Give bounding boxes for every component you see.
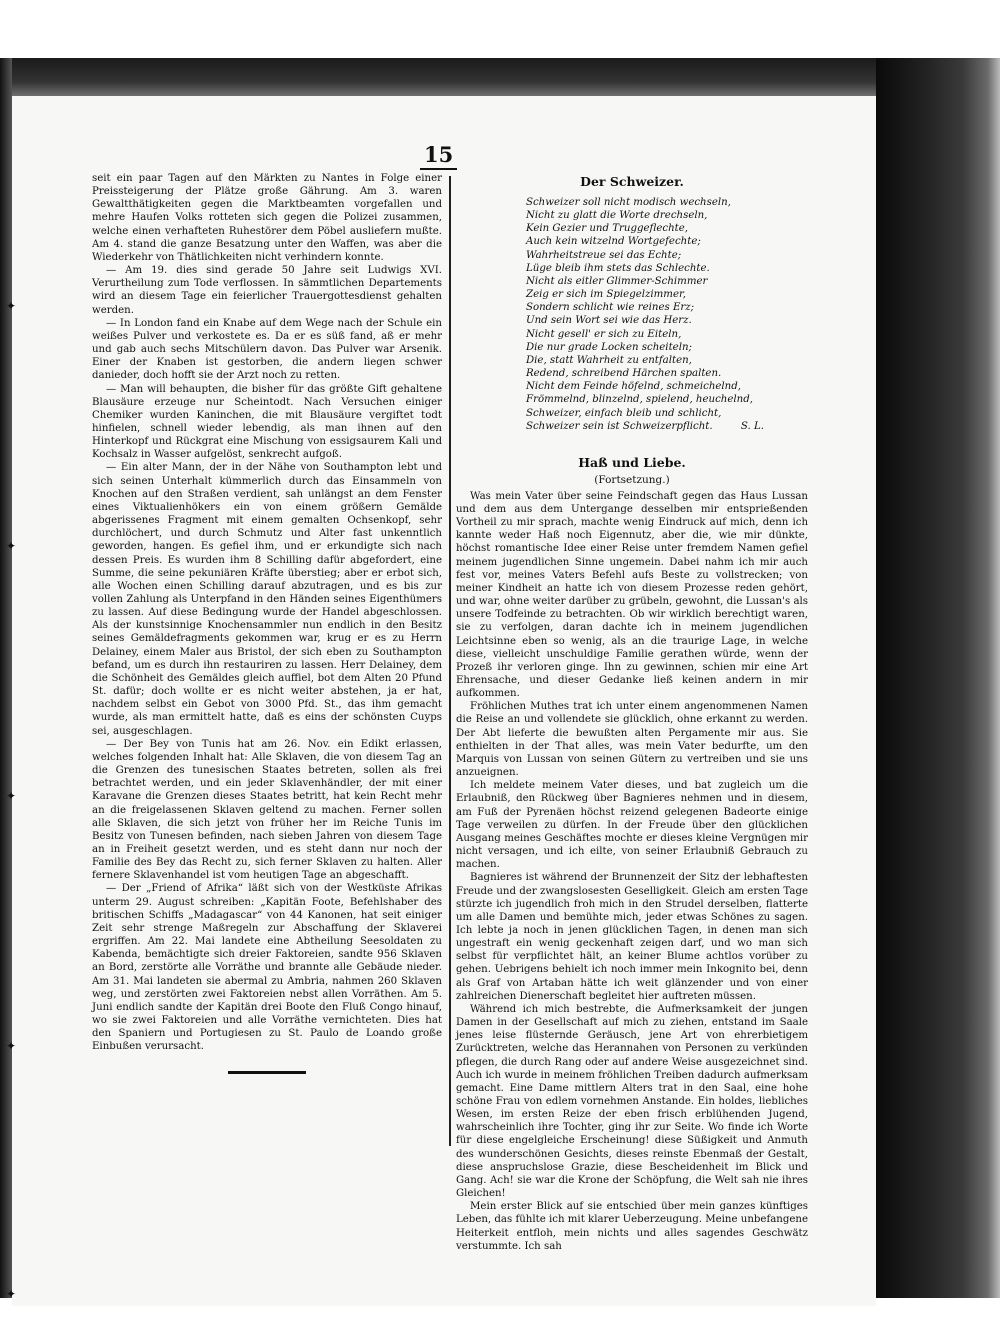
margin-mark: ✦ (6, 789, 17, 803)
poem-line: Nicht gesell' er sich zu Eiteln, (526, 328, 682, 340)
news-item: — In London fand ein Knabe auf dem Wege nach der Schule ein weißes Pulver und verkostete es. Da er es süß fand, aß er mehr und gab auch sechs Mitschülern davon. Das Pulver war Arsenik. Einer der Knaben ist gestorben, die andern liegen schwer danieder, doch hofft sie der Arzt noch zu retten. (92, 317, 442, 382)
story-paragraph: Ich meldete meinem Vater dieses, und bat zugleich um die Erlaubniß, den Rückweg über Bagnieres nehmen und in diesem, am Fuß der Pyrenäen höchst reizend gelegenen Badeorte einige Tage verweilen zu dürfen. In der Freude über den glücklichen Ausgang meines Geschäftes mochte er dieses kleine Vergnügen mir nicht versagen, und ich eilte, von seiner Erlaubniß Gebrauch zu machen. (456, 780, 808, 871)
poem-line: Lüge bleib ihm stets das Schlechte. (526, 262, 710, 274)
margin-mark: ✦ (6, 539, 17, 553)
story-paragraph: Während ich mich bestrebte, die Aufmerksamkeit der jungen Damen in der Gesellschaft auf mich zu ziehen, entstand im Saale jenes leise flüsternde Geräusch, jene Art von ehrerbietigem Zurücktreten, welche das Herannahen von Personen zu verkünden pflegen, die durch Rang oder auf andere Weise ausgezeichnet sind. Auch ich wurde in meinem fröhlichen Treiben dadurch aufmerksam gemacht. Eine Dame mittlern Alters trat in den Saal, eine hohe schöne Frau von edlem vornehmen Anstande. Ein holdes, liebliches Wesen, im ersten Reize der eben frisch erblühenden Jugend, wahrscheinlich ihre Tochter, ging ihr zur Seite. Wo finde ich Worte für diese engelgleiche Erscheinung! diese Süßigkeit und Anmuth des wunderschönen Gesichts, dieses reinste Ebenmaß der Gestalt, diese anspruchslose Grazie, diese Bescheidenheit im Blick und Gang. Ach! sie war die Krone der Schöpfung, die Welt sah nie ihres Gleichen! (456, 1003, 808, 1200)
story-paragraph: Bagnieres ist während der Brunnenzeit der Sitz der lebhaftesten Freude und der zwangslosesten Geselligkeit. Gleich am ersten Tage stürzte ich jugendlich froh mich in den Strudel derselben, flatterte um alle Damen und bemühte mich, jeder etwas Schönes zu sagen. Ich lebte ja noch in jenen glücklichen Tagen, in denen man sich ungestraft ein wenig geckenhaft zeigen darf, und wo man sich selbst für verpflichtet hält, an keiner Blume achtlos vorüber zu gehen. Uebrigens behielt ich noch immer mein Inkognito bei, denn als Graf von Artaban hätte ich weit glänzender und von einer zahlreichen Dienerschaft begleitet hier auftreten müssen. (456, 872, 808, 1002)
end-rule (228, 1071, 306, 1074)
page-number: 15 (420, 142, 457, 170)
story-subtitle: (Fortsetzung.) (594, 473, 670, 486)
poem-line: Nicht zu glatt die Worte drechseln, (526, 210, 708, 222)
scan-shadow-top (0, 58, 880, 98)
poem-line: Zeig er sich im Spiegelzimmer, (526, 289, 686, 301)
poem-line: Nicht dem Feinde höfelnd, schmeichelnd, (526, 381, 741, 393)
poem-line: Sondern schlicht wie reines Erz; (526, 302, 695, 314)
scan-shadow-right (876, 58, 1000, 1298)
poem-line: Schweizer soll nicht modisch wechseln, (526, 197, 731, 208)
left-column (92, 172, 442, 1074)
column-divider (449, 176, 451, 1146)
news-item: — Der „Friend of Afrika“ läßt sich von der Westküste Afrikas unterm 29. August schreiben: „Kapitän Foote, Befehlshaber des britischen Schiffs „Madagascar“ von 44 Kanonen, hat seit einiger Zeit sehr strenge Maßregeln zur Abschaffung der Sklaverei ergriffen. Am 22. Mai landete eine Abtheilung Seesoldaten zu Kabenda, bemächtigte sich dreier Faktoreien, sandte 956 Sklaven an Bord, zerstörte alle Vorräthe und brannte alle Gebäude nieder. Am 31. Mai landeten sie abermal zu Ambria, nahmen 260 Sklaven weg, und zerstörten zwei Faktoreien nebst allen Vorräthen. Am 5. Juni endlich sandte der Kapitän drei Boote den Fluß Congo hinauf, wo sie zwei Faktoreien und alle Vorräthe vernichteten. Dies hat den Spaniern und Portugiesen zu St. Paulo de Loando große Einbußen verursacht. (92, 883, 442, 1053)
poem-line: Frömmelnd, blinzelnd, spielend, heuchelnd, (526, 394, 753, 406)
story-paragraph: Was mein Vater über seine Feindschaft gegen das Haus Lussan und dem aus dem Untergange desselben mir entsprießenden Vortheil zu mir sprach, machte wenig Eindruck auf mich, denn ich kannte weder Haß noch Eigennutz, aber die, wie mir dünkte, höchst romantische Idee einer Reise unter fremdem Namen gefiel meinem jugendlichen Sinne ungemein. Dabei nahm ich mir auch fest vor, meines Vaters Befehl aufs Beste zu vollstrecken; von meiner Kindheit an hatte ich von diesem Prozesse reden gehört, und war, ohne weiter darüber zu grübeln, gewohnt, die Lussan's als unsere Todfeinde zu betrachten. Ob wir wirklich berechtigt waren, sie zu verfolgen, daran dachte ich in meinem jugendlichen Leichtsinne eben so wenig, als an die traurige Lage, in welche diese, vielleicht unschuldige Familie gerathen würde, wenn der Prozeß ihr verloren ginge. Ihn zu gewinnen, schien mir eine Art Ehrensache, und dieser Gedanke ließ keinen andern in mir aufkommen. (456, 490, 808, 700)
scan-top-margin (0, 0, 1000, 58)
poem-line: Redend, schreibend Härchen spalten. (526, 368, 722, 380)
news-item: — Man will behaupten, die bisher für das größte Gift gehaltene Blausäure erzeuge nur Scheintodt. Nach Versuchen einiger Chemiker wurden Kaninchen, die mit Blausäure vergiftet todt hinfielen, schnell wieder lebendig, als man ihnen auf den Hinterkopf und Rückgrat eine Mischung von essigsaurem Kali und Kochsalz in Wasser aufgelöst, senkrecht aufgoß. (92, 383, 442, 461)
poem-line: Auch kein witzelnd Wortgefechte; (526, 236, 701, 248)
poem-title: Der Schweizer. (580, 174, 684, 189)
poem-line: Schweizer sein ist Schweizerpflicht. (526, 420, 713, 432)
news-item: — Der Bey von Tunis hat am 26. Nov. ein Edikt erlassen, welches folgenden Inhalt hat: Alle Sklaven, die von diesem Tag an die Grenzen des tunesischen Staates betreten, sollen als frei betrachtet werden, und ein jeder Sklavenhändler, der mit einer Karavane die Grenzen dieses Staates betritt, hat kein Recht mehr an die freigelassenen Sklaven geltend zu machen. Ferner sollen alle Sklaven, die sich jetzt von früher her im Reiche Tunis im Besitz von Tunesen befinden, nach sieben Jahren von diesem Tage an in Freiheit gesetzt werden, und es steht dann nur noch der Familie des Bey das Recht zu, sich ferner Sklaven zu halten. Aller fernere Sklavenhandel ist vom heutigen Tage an abgeschafft. (92, 738, 442, 882)
poem-signature: S. L. (740, 420, 764, 432)
poem-line: Die, statt Wahrheit zu entfalten, (526, 354, 692, 366)
news-item: seit ein paar Tagen auf den Märkten zu Nantes in Folge einer Preissteigerung der Plätze große Gährung. Am 3. waren Gewaltthätigkeiten gegen die Marktbeamten vorgefallen und mehre Haufen Volks rotteten sich gegen die Polizei zusammen, welche einen verhafteten Ruhestörer dem Pöbel ausliefern mußte. Am 4. stand die ganze Besatzung unter den Waffen, was aber die Wiederkehr von Thätlichkeiten nicht verhindern konnte. (92, 173, 442, 263)
poem-line: Schweizer, einfach bleib und schlicht, (526, 407, 722, 419)
poem-line: Und sein Wort sei wie das Herz. (526, 315, 692, 327)
news-item: — Am 19. dies sind gerade 50 Jahre seit Ludwigs XVI. Verurtheilung zum Tode verflossen. In sämmtlichen Departements wird an diesem Tage ein feierlicher Trauergottesdienst gehalten werden. (92, 265, 442, 316)
poem (456, 196, 808, 433)
margin-mark: ✦ (6, 1287, 17, 1301)
right-column (456, 172, 808, 1253)
story-paragraph: Mein erster Blick auf sie entschied über mein ganzes künftiges Leben, das fühlte ich mit klarer Ueberzeugung. Meine unbefangene Heiterkeit entfloh, mein nichts und alles sagendes Geschwätz verstummte. Ich sah (456, 1201, 808, 1252)
poem-line: Nicht als eitler Glimmer-Schimmer (526, 275, 708, 287)
poem-line: Kein Gezier und Truggeflechte, (526, 223, 688, 235)
story-title: Haß und Liebe. (578, 454, 686, 470)
scan-shadow-left (0, 58, 12, 1298)
margin-mark: ✦ (6, 1039, 17, 1053)
margin-mark: ✦ (6, 299, 17, 313)
story-paragraph: Fröhlichen Muthes trat ich unter einem angenommenen Namen die Reise an und vollendete sie glücklich, ohne erkannt zu werden. Der Abt lieferte die bewußten alten Pergamente mir aus. Sie enthielten in der That alles, was mein Vater bedurfte, um den Marquis von Lussan von seinen Gütern zu vertreiben und sie uns anzueignen. (456, 701, 808, 779)
poem-last-line (526, 420, 808, 433)
poem-line: Die nur grade Locken scheiteln; (526, 341, 692, 353)
news-item: — Ein alter Mann, der in der Nähe von Southampton lebt und sich seinen Unterhalt kümmerlich durch das Einsammeln von Knochen auf den Straßen verdient, sah unlängst an dem Fenster eines Viktualienhökers ein von einem größern Gemälde abgerissenes Fragment mit einem gemalten Ochsenkopf, sehr durchlöchert, und durch Schmutz und Alter fast unkenntlich geworden, hangen. Es gefiel ihm, und er erkundigte sich nach dessen Preis. Es wurden ihm 8 Schilling dafür abgefordert, eine Summe, die seine pekuniären Kräfte überstieg; aber er erbot sich, alle Wochen einen Schilling darauf abzutragen, und es bis zur vollen Zahlung als Unterpfand in den Händen seines Eigenthümers zu lassen. Auf diese Bedingung wurde der Handel abgeschlossen. Als der kunstsinnige Knochensammler nun endlich in den Besitz seines Gemäldefragments gekommen war, krug er es zu Herrn Delainey, einem Maler aus Bristol, der sich eben zu Southampton befand, um es durch ihn restauriren zu lassen. Herr Delainey, dem die Schönheit des Gemäldes gleich auffiel, bot dem Alten 20 Pfund St. dafür; doch wollte er es nicht weiter abstehen, ja er hat, nachdem selbst ein Gebot von 3000 Pfd. St., das ihm gemacht wurde, als man ermittelt hatte, daß es eins der schönsten Cuyps sei, ausgeschlagen. (92, 462, 442, 737)
poem-line: Wahrheitstreue sei das Echte; (526, 249, 682, 261)
